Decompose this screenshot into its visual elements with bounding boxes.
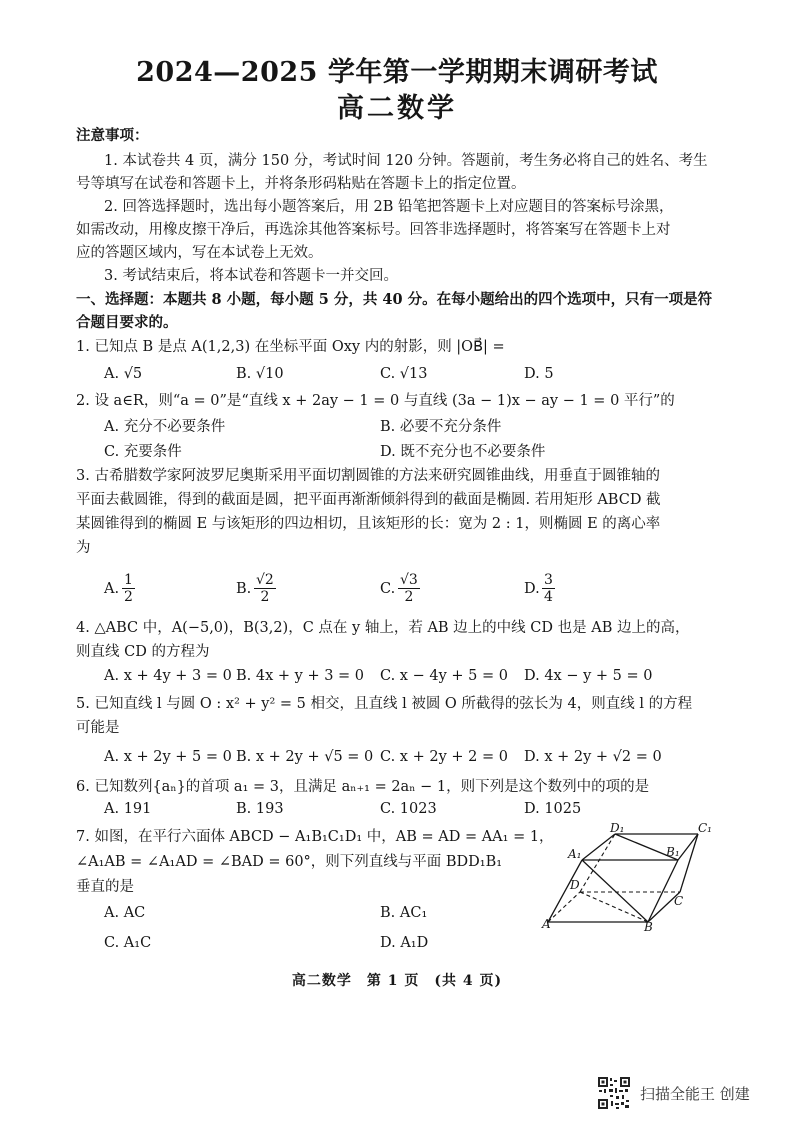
q7-option-b: B. AC₁ (380, 905, 428, 921)
numerator: 3 (544, 572, 553, 588)
question-3-stem: 平面去截圆锥，得到的截面是圆，把平面再渐渐倾斜得到的截面是椭圆. 若用矩形 ABCD 截 (76, 492, 661, 508)
question-7-stem: 垂直的是 (76, 879, 134, 895)
notice-heading: 注意事项： (76, 127, 149, 144)
exam-subject: 高二数学 (337, 93, 457, 124)
denominator: 2 (124, 589, 133, 605)
denominator: 2 (404, 589, 414, 605)
label-d1: D₁ (610, 822, 625, 835)
q1-option-d: D. 5 (524, 366, 554, 382)
q4-option-d: D. 4x − y + 5 = 0 (524, 668, 653, 684)
label-a1: A₁ (568, 847, 582, 861)
numerator: √3 (400, 572, 418, 588)
q5-option-b: B. x + 2y + √5 = 0 (236, 749, 374, 765)
q7-option-d: D. A₁D (380, 935, 429, 951)
q2-option-d: D. 既不充分也不必要条件 (380, 444, 546, 460)
question-3-stem: 3. 古希腊数学家阿波罗尼奥斯采用平面切割圆锥的方法来研究圆锥曲线，用垂直于圆锥轴的 (76, 468, 660, 484)
question-1-stem: 1. 已知点 B 是点 A(1,2,3) 在坐标平面 Oxy 内的射影，则 |OB⃗| = (76, 339, 505, 355)
label-a: A (542, 917, 551, 931)
q1-option-b: B. √10 (236, 366, 284, 382)
question-4-stem: 则直线 CD 的方程为 (76, 644, 210, 660)
numerator: 1 (124, 572, 133, 588)
exam-title: 2024—2025 学年第一学期期末调研考试 (136, 57, 658, 88)
scanner-watermark: 扫描全能王 创建 (640, 1085, 750, 1103)
q3-option-c-label: C. (380, 581, 396, 597)
question-5-stem: 可能是 (76, 720, 120, 736)
q2-option-b: B. 必要不充分条件 (380, 419, 502, 435)
q3-option-d-label: D. (524, 581, 540, 597)
denominator: 2 (260, 589, 270, 605)
q5-option-a: A. x + 2y + 5 = 0 (104, 749, 232, 765)
numerator: √2 (256, 572, 274, 588)
question-6-stem: 6. 已知数列{aₙ}的首项 a₁ = 3，且满足 aₙ₊₁ = 2aₙ − 1，则下列是这个数列中的项的是 (76, 779, 650, 795)
q6-option-b: B. 193 (236, 801, 284, 817)
q3-option-c-fraction (398, 572, 420, 605)
parallelepiped-figure (540, 822, 720, 934)
q5-option-d: D. x + 2y + √2 = 0 (524, 749, 662, 765)
q2-option-a: A. 充分不必要条件 (104, 419, 226, 435)
notice-line: 3. 考试结束后，将本试卷和答题卡一并交回。 (104, 268, 398, 284)
notice-line: 应的答题区域内，写在本试卷上无效。 (76, 245, 323, 261)
q7-option-c: C. A₁C (104, 935, 152, 951)
label-b: B (644, 920, 653, 934)
question-4-stem: 4. △ABC 中，A(−5,0)，B(3,2)，C 点在 y 轴上，若 AB 边上的中线 CD 也是 AB 边上的高， (76, 620, 690, 636)
qr-code-icon (597, 1076, 631, 1110)
label-c: C (674, 894, 684, 908)
label-b1: B₁ (666, 845, 680, 859)
question-7-stem: ∠A₁AB = ∠A₁AD = ∠BAD = 60°，则下列直线与平面 BDD₁B₁ (76, 854, 503, 870)
q3-option-b-label: B. (236, 581, 252, 597)
q5-option-c: C. x + 2y + 2 = 0 (380, 749, 508, 765)
q2-option-c: C. 充要条件 (104, 444, 182, 460)
q3-option-b-fraction (254, 572, 276, 605)
question-3-stem: 为 (76, 540, 91, 556)
label-d: D (570, 878, 580, 892)
q6-option-a: A. 191 (104, 801, 152, 817)
q4-option-b: B. 4x + y + 3 = 0 (236, 668, 365, 684)
q4-option-c: C. x − 4y + 5 = 0 (380, 668, 508, 684)
label-c1: C₁ (698, 822, 712, 835)
q3-option-a-fraction (122, 572, 135, 605)
notice-line: 号等填写在试卷和答题卡上，并将条形码粘贴在答题卡上的指定位置。 (76, 176, 526, 192)
q4-option-a: A. x + 4y + 3 = 0 (104, 668, 232, 684)
q6-option-c: C. 1023 (380, 801, 437, 817)
notice-line: 如需改动，用橡皮擦干净后，再选涂其他答案标号。回答非选择题时，将答案写在答题卡上对 (76, 222, 671, 238)
denominator: 4 (544, 589, 553, 605)
section-heading: 合题目要求的。 (76, 314, 178, 331)
q1-option-c: C. √13 (380, 366, 428, 382)
q3-option-d-fraction (542, 572, 555, 605)
q6-option-d: D. 1025 (524, 801, 582, 817)
q3-option-a-label: A. (104, 581, 120, 597)
q1-option-a: A. √5 (104, 366, 143, 382)
question-2-stem: 2. 设 a∈R，则“a = 0”是“直线 x + 2ay − 1 = 0 与直线 (3a − 1)x − ay − 1 = 0 平行”的 (76, 393, 675, 409)
page-footer: 高二数学 第 1 页 (共 4 页) (291, 973, 503, 989)
section-heading: 一、选择题：本题共 8 小题，每小题 5 分，共 40 分。在每小题给出的四个选项中，只有一项是符 (76, 291, 713, 308)
q7-option-a: A. AC (104, 905, 146, 921)
notice-line: 2. 回答选择题时，选出每小题答案后，用 2B 铅笔把答题卡上对应题目的答案标号涂黑， (104, 199, 674, 215)
question-3-stem: 某圆锥得到的椭圆 E 与该矩形的四边相切，且该矩形的长：宽为 2 : 1，则椭圆 E 的离心率 (76, 516, 661, 532)
notice-line: 1. 本试卷共 4 页，满分 150 分，考试时间 120 分钟。答题前，考生务必将自己的姓名、考生 (104, 153, 708, 169)
question-7-stem: 7. 如图，在平行六面体 ABCD − A₁B₁C₁D₁ 中，AB = AD = AA₁ = 1， (76, 829, 554, 845)
question-5-stem: 5. 已知直线 l 与圆 O : x² + y² = 5 相交，且直线 l 被圆 O 所截得的弦长为 4，则直线 l 的方程 (76, 696, 693, 712)
